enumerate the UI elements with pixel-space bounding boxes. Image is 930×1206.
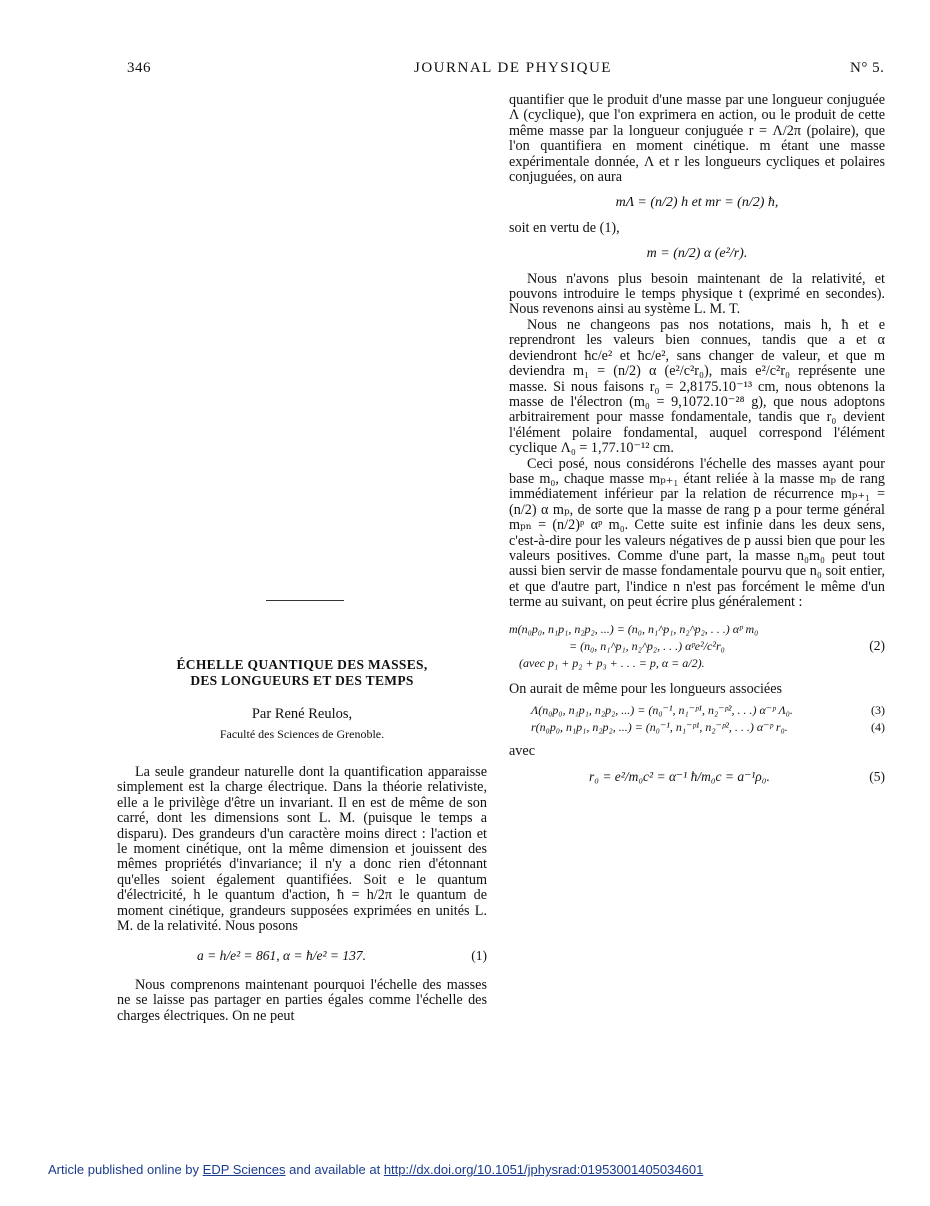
equation-1-number: (1) (471, 948, 487, 964)
section-rule (266, 600, 344, 601)
right-paragraph-4: Nous ne changeons pas nos notations, mais h, ħ et e reprendront les valeurs bien connues, tandis que a et α deviendront ħc/e² et ħc/e², sans changer de valeur, et que m deviendra m₁ = (n/2) α (e²/c²r₀), mais e²/c²r₀ représente une masse. Si nous faisons r₀ = 2,8175.10⁻¹³ cm, nous obtenons la masse de l'électron (m₀ = 9,1072.10⁻²⁸ g), que nous adoptons arbitrairement pour masse fondamentale, tandis que r₀ devient l'élément polaire fondamental, auquel correspond l'élément cyclique Λ₀ = 1,77.10⁻¹² cm. (509, 316, 885, 457)
article-title-line-1: ÉCHELLE QUANTIQUE DES MASSES, (176, 657, 428, 672)
left-paragraph-2: Nous comprenons maintenant pourquoi l'échelle des masses ne se laisse pas partager en parties égales comme l'échelle des charges électriques. On ne peut (117, 976, 487, 1024)
equation-4: r(n₀p₀, n₁p₁, n₂p₂, ...) = (n₀⁻¹, n₁⁻ᵖ¹, n₂⁻ᵖ², . . .) α⁻ᵖ r₀. (531, 720, 788, 735)
equation-1-row (197, 948, 487, 963)
issue-number: N° 5. (850, 60, 885, 76)
right-paragraph-3: Nous n'avons plus besoin maintenant de la relativité, et pouvons introduire le temps physique t (exprimé en secondes). Nous revenons ainsi au système L. M. T. (509, 270, 885, 318)
equation-5-row (589, 769, 885, 784)
equation-3-row (531, 703, 885, 718)
article-affiliation: Faculté des Sciences de Grenoble. (219, 727, 385, 741)
equation-5-number: (5) (869, 769, 885, 785)
equation-m: m = (n/2) α (e²/r). (646, 246, 748, 262)
equation-3-number: (3) (871, 703, 885, 717)
footer-prefix: Article published online by (48, 1162, 203, 1177)
right-paragraph-2: soit en vertu de (1), (509, 219, 620, 236)
article-title (117, 657, 487, 689)
article-author: Par René Reulos, (251, 706, 353, 722)
equation-4-number: (4) (871, 720, 885, 735)
equation-2-number: (2) (869, 638, 885, 654)
right-paragraph-6: On aurait de même pour les longueurs associées (509, 680, 783, 697)
running-header: JOURNAL DE PHYSIQUE (414, 60, 612, 76)
equation-m-lambda: mΛ = (n/2) h et mr = (n/2) ħ, (615, 195, 779, 211)
doi-link[interactable]: http://dx.doi.org/10.1051/jphysrad:01953001405034601 (383, 1162, 704, 1177)
publication-footer (48, 1162, 703, 1177)
right-paragraph-5: Ceci posé, nous considérons l'échelle des masses ayant pour base m₀, chaque masse mₚ₊₁ étant reliée à la masse mₚ de rang immédiatement inférieur par la relation de récurrence mₚ₊₁ = (n/2) α mₚ, de sorte que la masse de rang p a pour terme général mₚₙ = (n/2)ᵖ αᵖ m₀. Cette suite est infinie dans les deux sens, c'est-à-dire pour les valeurs négatives de p aussi bien que pour les valeurs positives. Comme d'une part, la masse n₀m₀ peut tout aussi bien servir de masse fondamentale pourvu que n₀ soit entier, et que d'autre part, l'indice n n'est pas forcément le même d'un terme au suivant, on peut écrire plus généralement : (509, 455, 885, 611)
article-title-line-2: DES LONGUEURS ET DES TEMPS (190, 673, 414, 688)
publisher-link[interactable]: EDP Sciences (202, 1162, 286, 1177)
equation-1: a = h/e² = 861, α = ħ/e² = 137. (197, 948, 366, 964)
equation-2-block (509, 621, 885, 672)
left-paragraph-1: La seule grandeur naturelle dont la quantification apparaisse simplement est la charge électrique. Dans la théorie relativiste, elle a le privilège d'être un invariant. Il en est de même de son carré, dont les dimensions sont L. M. (puisque le temps a disparu). Des grandeurs d'un caractère moins direct : l'action et le moment cinétique, ont la même dimension et jouissent des mêmes propriétés d'invariance; il n'y a donc rien d'étonnant qu'elles soient également quantifiées. Soit e le quantum d'électricité, h le quantum d'action, ħ = h/2π le quantum de moment cinétique, grandeurs supposées exprimées en unités L. M. de la relativité. Nous posons (117, 764, 487, 935)
equation-4-row (531, 720, 885, 735)
right-paragraph-1: quantifier que le produit d'une masse par une longueur conjuguée Λ (cyclique), que l'on exprimera en action, ou le produit de cette même masse par la longueur conjuguée r = Λ/2π (polaire), que l'on quantifiera en moment cinétique. m étant une masse expérimentale donnée, Λ et r les longueurs cycliques et polaires conjuguées, on aura (509, 92, 885, 186)
equation-2-line-3: (avec p₁ + p₂ + p₃ + . . . = p, α = a/2). (519, 655, 705, 670)
right-column (509, 93, 885, 795)
equation-2-line-1: m(n₀p₀, n₁p₁, n₂p₂, ...) = (n₀, n₁^p₁, n₂^p₂, . . .) αᵖ m₀ (509, 621, 759, 636)
page-number: 346 (127, 60, 151, 76)
footer-middle: and available at (285, 1162, 384, 1177)
left-column (117, 765, 487, 1024)
equation-5: r₀ = e²/m₀c² = α⁻¹ ħ/m₀c = a⁻¹ρ₀. (589, 769, 770, 785)
right-paragraph-7: avec (509, 742, 535, 759)
equation-3: Λ(n₀p₀, n₁p₁, n₂p₂, ...) = (n₀⁻¹, n₁⁻ᵖ¹, n₂⁻ᵖ², . . .) α⁻ᵖ Λ₀. (531, 703, 793, 717)
equation-2-line-2: = (n₀, n₁^p₁, n₂^p₂, . . .) αᵖe²/c²r₀ (569, 638, 725, 653)
